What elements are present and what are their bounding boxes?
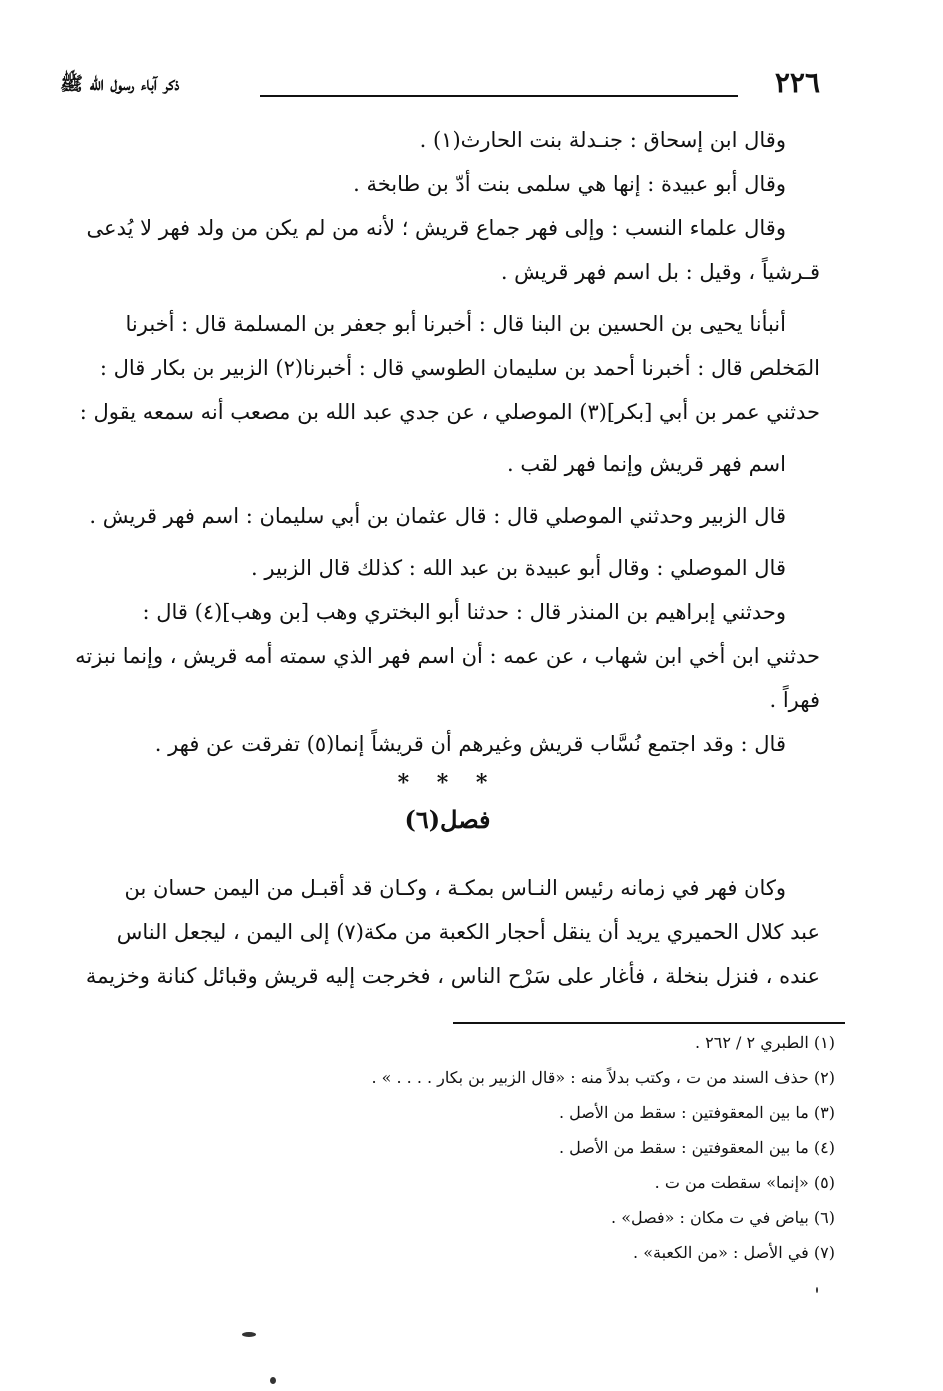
header-rule — [260, 95, 738, 97]
paragraph-line: اسم فهر قريش وإنما فهر لقب . — [507, 452, 786, 476]
paragraph-line: حدثني ابن أخي ابن شهاب ، عن عمه : أن اسم فهر الذي سمته أمه قريش ، وإنما نبزته — [75, 644, 820, 668]
paragraph-line: قـرشياً ، وقيل : بل اسم فهر قريش . — [500, 260, 820, 284]
paragraph-line: وقال علماء النسب : وإلى فهر جماع قريش ؛ لأنه من لم يكن من ولد فهر لا يُدعى — [86, 216, 786, 240]
paragraph-line: وقال ابن إسحاق : جنـدلة بنت الحارث(١) . — [419, 128, 786, 152]
paragraph-line: قال الموصلي : وقال أبو عبيدة بن عبد الله : كذلك قال الزبير . — [251, 556, 786, 580]
footnote-rule — [453, 1022, 845, 1024]
running-title: ذكر آباء رسول الله ﷺ — [60, 73, 180, 95]
paragraph-line: عنده ، فنزل بنخلة ، فأغار على سَرْح الناس ، فخرجت إليه قريش وقبائل كنانة وخزيمة — [85, 964, 820, 988]
main-text — [75, 118, 820, 998]
footnote: (٦) بياض في ت مكان : «فصل» . — [611, 1208, 835, 1227]
scan-speck — [270, 1377, 276, 1384]
paragraph-line: وقال أبو عبيدة : إنها هي سلمى بنت أدّ بن طابخة . — [353, 172, 786, 196]
section-divider-stars: * * * — [397, 770, 498, 796]
page-number: ٢٢٦ — [774, 66, 820, 99]
page-header — [60, 58, 820, 98]
paragraph-line: قال : وقد اجتمع نُسَّاب قريش وغيرهم أن قريشاً إنما(٥) تفرقت عن فهر . — [154, 732, 786, 756]
footnotes — [150, 1025, 835, 1270]
paragraph-line: المَخلص قال : أخبرنا أحمد بن سليمان الطوسي قال : أخبرنا(٢) الزبير بن بكار قال : — [99, 356, 820, 380]
footnote: (٢) حذف السند من ت ، وكتب بدلاً منه : «قال الزبير بن بكار . . . . » . — [371, 1068, 835, 1087]
footnote: (٥) «إنما» سقطت من ت . — [654, 1173, 835, 1192]
paragraph-line: وكان فهر في زمانه رئيس النـاس بمكـة ، وكـان قد أقبـل من اليمن حسان بن — [124, 876, 786, 900]
scan-speck — [242, 1332, 256, 1337]
footnote: (٤) ما بين المعقوفتين : سقط من الأصل . — [559, 1138, 835, 1157]
paragraph-line: قال الزبير وحدثني الموصلي قال : قال عثمان بن أبي سليمان : اسم فهر قريش . — [89, 504, 786, 528]
section-heading: فصل(٦) — [404, 805, 491, 834]
scan-speck — [816, 1287, 818, 1293]
paragraph-line: عبد كلال الحميري يريد أن ينقل أحجار الكعبة من مكة(٧) إلى اليمن ، ليجعل الناس — [116, 920, 820, 944]
paragraph-line: فهراً . — [769, 688, 820, 712]
footnote: (٧) في الأصل : «من الكعبة» . — [633, 1243, 835, 1262]
footnote: (٣) ما بين المعقوفتين : سقط من الأصل . — [559, 1103, 835, 1122]
paragraph-line: وحدثني إبراهيم بن المنذر قال : حدثنا أبو البختري وهب [بن وهب](٤) قال : — [142, 600, 786, 624]
paragraph-line: حدثني عمر بن أبي [بكر](٣) الموصلي ، عن جدي عبد الله بن مصعب أنه سمعه يقول : — [79, 400, 820, 424]
footnote: (١) الطبري ٢ / ٢٦٢ . — [695, 1033, 835, 1052]
paragraph-line: أنبأنا يحيى بن الحسين بن البنا قال : أخبرنا أبو جعفر بن المسلمة قال : أخبرنا — [125, 312, 786, 336]
